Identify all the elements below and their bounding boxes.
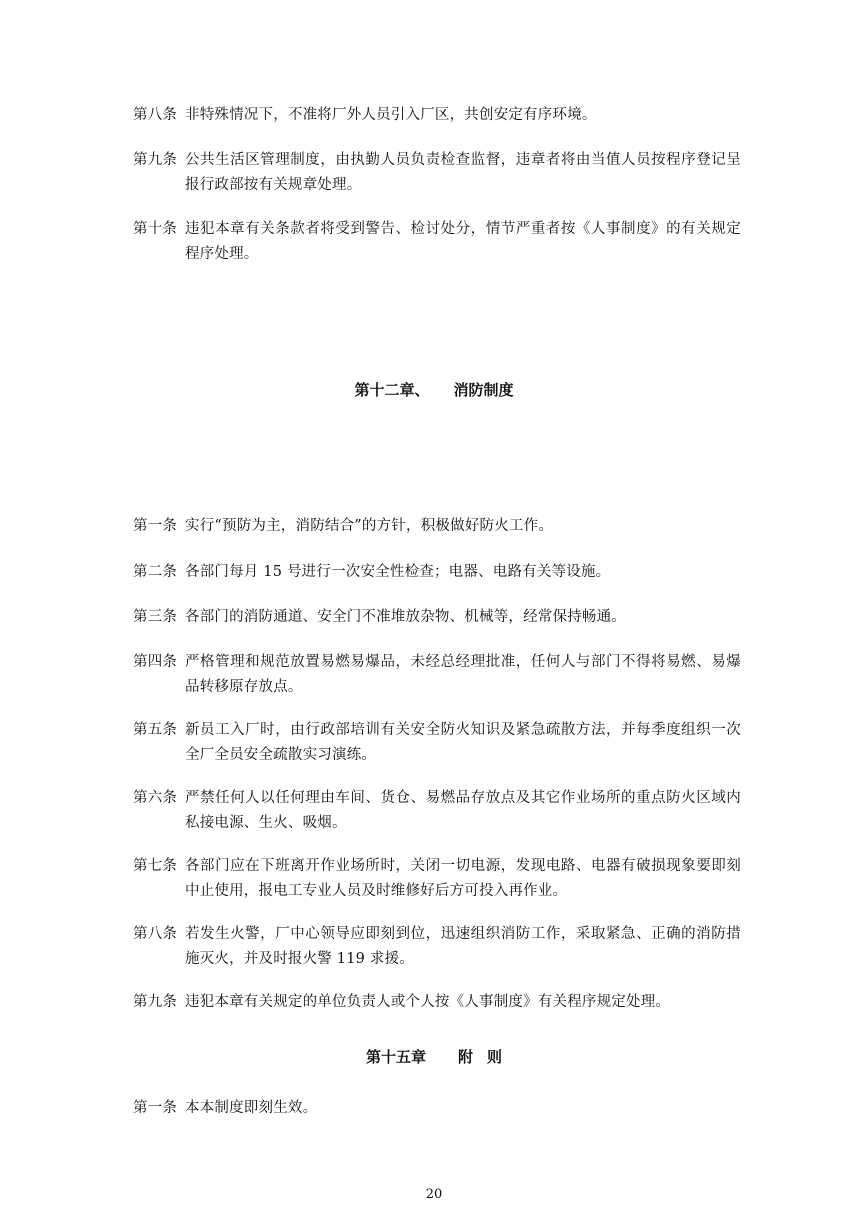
article-12-7 bbox=[133, 854, 741, 904]
article-text: 实行“预防为主，消防结合”的方针，积极做好防火工作。 bbox=[185, 518, 554, 534]
article-text: 新员工入厂时，由行政部培训有关安全防火知识及紧急疏散方法，并每季度组织一次全厂全员安全疏散实习演练。 bbox=[185, 722, 741, 763]
article-12-3 bbox=[133, 605, 741, 630]
article-12-8 bbox=[133, 922, 741, 972]
chapter-title: 消防制度 bbox=[453, 381, 514, 399]
article-a-10 bbox=[133, 217, 741, 267]
article-12-6 bbox=[133, 786, 741, 836]
article-text: 各部门每月 15 号进行一次安全性检查；电器、电路有关等设施。 bbox=[185, 564, 611, 580]
article-15-1 bbox=[133, 1096, 741, 1121]
article-text: 若发生火警，厂中心领导应即刻到位，迅速组织消防工作，采取紧急、正确的消防措施灭火，并及时报火警 119 求援。 bbox=[185, 926, 741, 967]
article-number: 第十条 bbox=[133, 221, 178, 237]
chapter-label: 第十五章 bbox=[365, 1048, 426, 1066]
article-12-2 bbox=[133, 560, 741, 585]
article-text: 各部门应在下班离开作业场所时，关闭一切电源，发现电路、电器有破损现象要即刻中止使用，报电工专业人员及时维修好后方可投入再作业。 bbox=[185, 858, 741, 899]
article-text: 严禁任何人以任何理由车间、货仓、易燃品存放点及其它作业场所的重点防火区域内私接电源、生火、吸烟。 bbox=[185, 790, 741, 831]
article-number: 第一条 bbox=[133, 1100, 178, 1116]
chapter-label: 第十二章、 bbox=[354, 381, 430, 399]
article-text: 违犯本章有关规定的单位负责人或个人按《人事制度》有关程序规定处理。 bbox=[185, 994, 671, 1010]
article-number: 第四条 bbox=[133, 654, 178, 670]
article-text: 公共生活区管理制度，由执勤人员负责检查监督，违章者将由当值人员按程序登记呈报行政部按有关规章处理。 bbox=[185, 152, 741, 193]
article-number: 第六条 bbox=[133, 790, 178, 806]
chapter-12-heading bbox=[0, 378, 868, 402]
article-number: 第七条 bbox=[133, 858, 178, 874]
article-number: 第九条 bbox=[133, 152, 178, 168]
article-text: 违犯本章有关条款者将受到警告、检讨处分，情节严重者按《人事制度》的有关规定程序处理。 bbox=[185, 221, 741, 262]
article-number: 第八条 bbox=[133, 107, 178, 123]
article-number: 第五条 bbox=[133, 722, 178, 738]
article-text: 各部门的消防通道、安全门不准堆放杂物、机械等，经常保持畅通。 bbox=[185, 609, 626, 625]
article-text: 严格管理和规范放置易燃易爆品，未经总经理批准，任何人与部门不得将易燃、易爆品转移原存放点。 bbox=[185, 654, 741, 695]
article-12-9 bbox=[133, 990, 741, 1015]
article-a-9 bbox=[133, 148, 741, 198]
chapter-title-part-1: 附 bbox=[457, 1048, 473, 1066]
article-12-5 bbox=[133, 718, 741, 768]
article-number: 第三条 bbox=[133, 609, 178, 625]
article-text: 本本制度即刻生效。 bbox=[185, 1100, 318, 1116]
chapter-title-part-2: 则 bbox=[487, 1048, 503, 1066]
article-12-1 bbox=[133, 514, 741, 539]
article-number: 第九条 bbox=[133, 994, 178, 1010]
article-a-8 bbox=[133, 103, 741, 128]
article-text: 非特殊情况下，不准将厂外人员引入厂区，共创安定有序环境。 bbox=[185, 107, 597, 123]
article-number: 第八条 bbox=[133, 926, 178, 942]
article-12-4 bbox=[133, 650, 741, 700]
page-number: 20 bbox=[425, 1187, 443, 1202]
article-number: 第二条 bbox=[133, 564, 178, 580]
chapter-15-heading bbox=[0, 1045, 868, 1069]
article-number: 第一条 bbox=[133, 518, 178, 534]
